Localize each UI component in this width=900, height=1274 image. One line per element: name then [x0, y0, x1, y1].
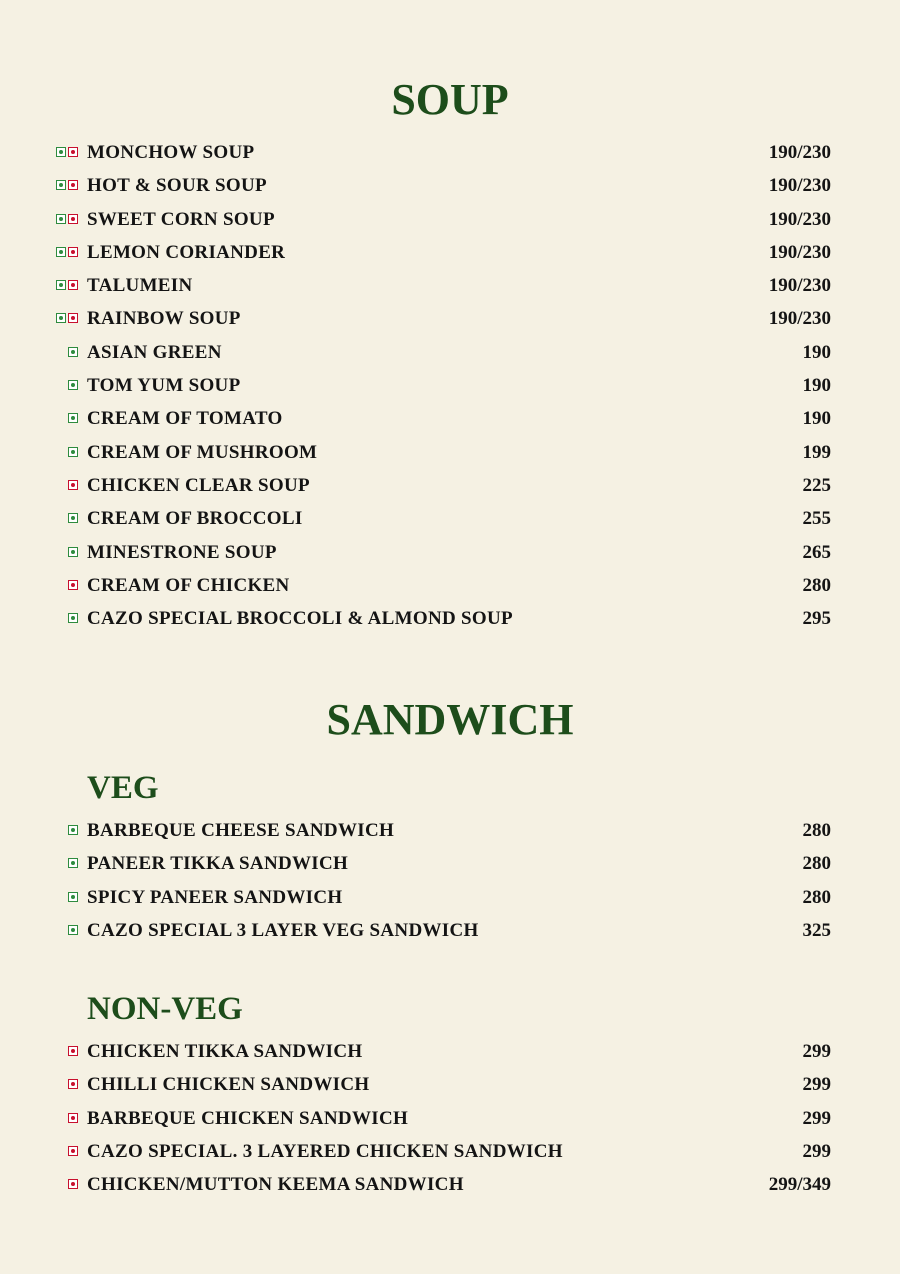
menu-item [0, 1068, 900, 1101]
item-name: PANEER TIKKA SANDWICH [87, 853, 349, 875]
menu-item [0, 169, 900, 202]
veg-symbol-icon [68, 380, 78, 390]
diet-marks [56, 180, 78, 190]
item-price: 265 [802, 541, 831, 563]
item-name: BARBEQUE CHICKEN SANDWICH [87, 1107, 409, 1129]
menu-item [0, 436, 900, 469]
item-name: LEMON CORIANDER [87, 241, 286, 263]
item-name: CAZO SPECIAL BROCCOLI & ALMOND SOUP [87, 608, 513, 630]
diet-marks [68, 580, 78, 590]
item-name: CHICKEN CLEAR SOUP [87, 474, 310, 496]
menu-item [0, 302, 900, 335]
item-name: CREAM OF MUSHROOM [87, 441, 318, 463]
item-name: MINESTRONE SOUP [87, 541, 277, 563]
item-name: HOT & SOUR SOUP [87, 175, 267, 197]
nonveg-symbol-icon [68, 480, 78, 490]
item-price: 190 [802, 341, 831, 363]
item-price: 299 [802, 1074, 831, 1096]
menu-item [0, 1035, 900, 1068]
nonveg-sandwich-list [0, 1035, 900, 1201]
nonveg-symbol-icon [68, 1179, 78, 1189]
diet-marks [68, 1146, 78, 1156]
item-price: 190/230 [768, 308, 831, 330]
nonveg-symbol-icon [68, 147, 78, 157]
nonveg-symbol-icon [68, 1079, 78, 1089]
menu-item [0, 336, 900, 369]
item-name: TOM YUM SOUP [87, 375, 241, 397]
nonveg-symbol-icon [68, 580, 78, 590]
nonveg-symbol-icon [68, 247, 78, 257]
soup-title: SOUP [391, 75, 509, 124]
item-name: SPICY PANEER SANDWICH [87, 886, 343, 908]
diet-marks [68, 513, 78, 523]
item-price: 299 [802, 1140, 831, 1162]
diet-marks [56, 313, 78, 323]
item-name: RAINBOW SOUP [87, 308, 241, 330]
veg-symbol-icon [68, 892, 78, 902]
veg-symbol-icon [56, 247, 66, 257]
veg-symbol-icon [56, 313, 66, 323]
menu-item [0, 236, 900, 269]
menu-item [0, 469, 900, 502]
diet-marks [68, 1179, 78, 1189]
veg-symbol-icon [56, 280, 66, 290]
menu-item [0, 881, 900, 914]
menu-item [0, 914, 900, 947]
diet-marks [56, 147, 78, 157]
nonveg-symbol-icon [68, 1113, 78, 1123]
item-price: 190/230 [768, 275, 831, 297]
item-price: 255 [802, 508, 831, 530]
item-name: CHICKEN TIKKA SANDWICH [87, 1041, 363, 1062]
veg-sandwich-list [0, 814, 900, 947]
veg-symbol-icon [68, 825, 78, 835]
item-price: 299 [802, 1107, 831, 1129]
item-name: SWEET CORN SOUP [87, 208, 275, 230]
diet-marks [68, 613, 78, 623]
veg-symbol-icon [68, 413, 78, 423]
diet-marks [68, 825, 78, 835]
item-price: 280 [802, 853, 831, 875]
item-price: 190/230 [768, 175, 831, 197]
item-name: CREAM OF CHICKEN [87, 574, 290, 596]
nonveg-symbol-icon [68, 280, 78, 290]
diet-marks [68, 380, 78, 390]
veg-symbol-icon [56, 180, 66, 190]
item-name: CHILLI CHICKEN SANDWICH [87, 1074, 370, 1096]
menu-item [0, 136, 900, 169]
item-price: 325 [802, 919, 831, 941]
item-price: 190 [802, 408, 831, 430]
item-name: ASIAN GREEN [87, 341, 222, 363]
item-price: 280 [802, 886, 831, 908]
menu-item [0, 602, 900, 635]
item-price: 190/230 [768, 142, 831, 163]
item-price: 299 [802, 1041, 831, 1062]
diet-marks [68, 858, 78, 868]
diet-marks [56, 247, 78, 257]
menu-item [0, 814, 900, 847]
sandwich-title: SANDWICH [326, 695, 574, 744]
item-name: TALUMEIN [87, 275, 193, 297]
nonveg-symbol-icon [68, 1146, 78, 1156]
item-price: 280 [802, 820, 831, 841]
veg-symbol-icon [68, 347, 78, 357]
item-price: 280 [802, 574, 831, 596]
nonveg-symbol-icon [68, 313, 78, 323]
diet-marks [68, 1113, 78, 1123]
menu-item [0, 203, 900, 236]
diet-marks [68, 447, 78, 457]
veg-symbol-icon [56, 147, 66, 157]
menu-item [0, 1135, 900, 1168]
soup-list [0, 136, 900, 635]
menu-item [0, 847, 900, 880]
menu-item [0, 502, 900, 535]
item-price: 190/230 [768, 208, 831, 230]
diet-marks [56, 214, 78, 224]
nonveg-symbol-icon [68, 1046, 78, 1056]
veg-symbol-icon [68, 613, 78, 623]
item-price: 295 [802, 608, 831, 630]
item-name: BARBEQUE CHEESE SANDWICH [87, 820, 395, 841]
item-price: 190 [802, 375, 831, 397]
item-name: CREAM OF TOMATO [87, 408, 283, 430]
menu-item [0, 369, 900, 402]
nonveg-symbol-icon [68, 214, 78, 224]
diet-marks [68, 347, 78, 357]
diet-marks [68, 892, 78, 902]
item-name: CHICKEN/MUTTON KEEMA SANDWICH [87, 1174, 464, 1196]
item-name: CAZO SPECIAL. 3 LAYERED CHICKEN SANDWICH [87, 1140, 563, 1162]
diet-marks [56, 280, 78, 290]
item-name: CREAM OF BROCCOLI [87, 508, 303, 530]
nonveg-subtitle: NON-VEG [87, 991, 243, 1027]
item-price: 190/230 [768, 241, 831, 263]
menu-item [0, 402, 900, 435]
diet-marks [68, 1079, 78, 1089]
menu-item [0, 569, 900, 602]
item-name: MONCHOW SOUP [87, 142, 255, 163]
diet-marks [68, 1046, 78, 1056]
veg-symbol-icon [56, 214, 66, 224]
menu-item [0, 269, 900, 302]
diet-marks [68, 925, 78, 935]
veg-symbol-icon [68, 513, 78, 523]
menu-item [0, 536, 900, 569]
item-price: 299/349 [768, 1174, 831, 1196]
item-price: 199 [802, 441, 831, 463]
veg-symbol-icon [68, 447, 78, 457]
menu-item [0, 1102, 900, 1135]
veg-symbol-icon [68, 547, 78, 557]
veg-symbol-icon [68, 858, 78, 868]
diet-marks [68, 413, 78, 423]
diet-marks [68, 547, 78, 557]
diet-marks [68, 480, 78, 490]
item-name: CAZO SPECIAL 3 LAYER VEG SANDWICH [87, 919, 479, 941]
menu-item [0, 1168, 900, 1201]
item-price: 225 [802, 474, 831, 496]
nonveg-symbol-icon [68, 180, 78, 190]
veg-subtitle: VEG [87, 770, 159, 806]
veg-symbol-icon [68, 925, 78, 935]
